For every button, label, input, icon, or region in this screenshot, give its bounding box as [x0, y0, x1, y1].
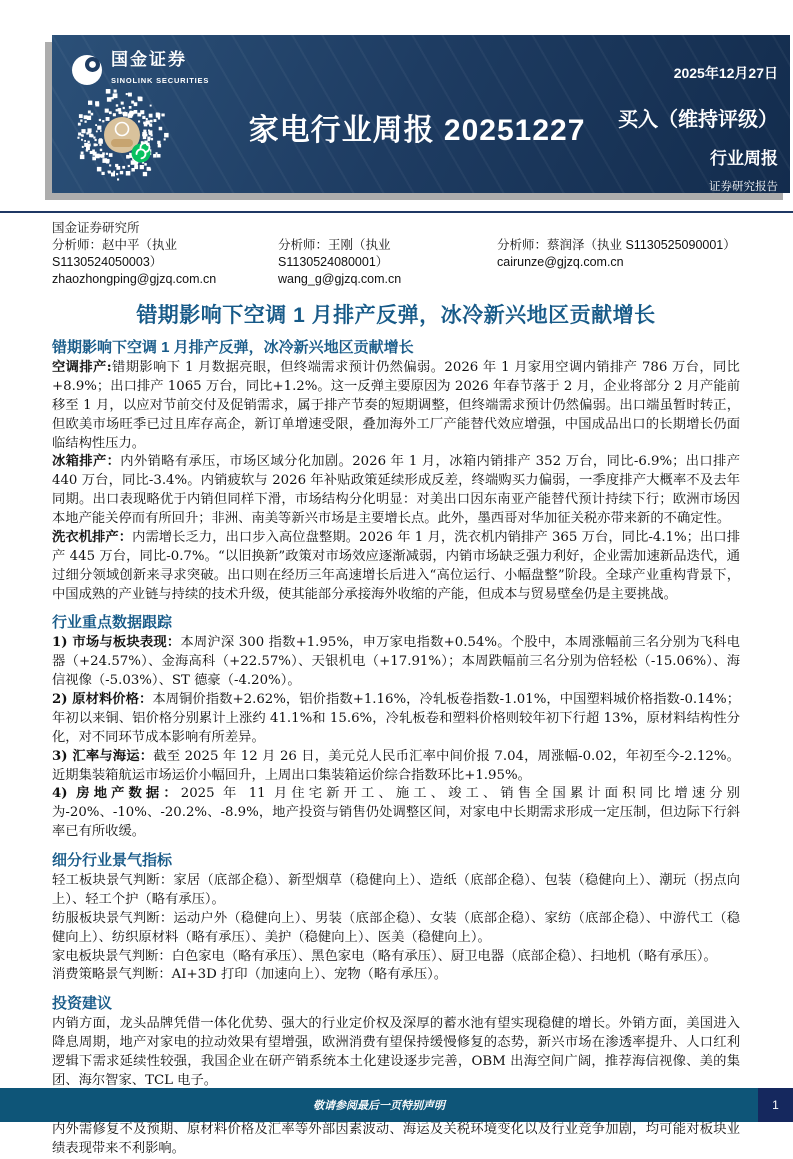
paragraph-text: 2025 年 11 月住宅新开工、施工、竣工、销售全国累计面积同比增速分别为-20%、-10%、-20.2%、-8.9%，地产投资与销售仍处调整区间，对家电中长期需求形成一定压制，但边际下行斜率已有所收缓。	[52, 786, 740, 840]
section-heading-investment-advice: 投资建议	[52, 995, 113, 1013]
paragraph-risk-warning	[52, 1121, 740, 1159]
report-main-title: 错期影响下空调 1 月排产反弹，冰冷新兴地区贡献增长	[136, 304, 656, 327]
sinolink-logo-icon	[70, 53, 104, 87]
paragraph-text: 内外销略有承压，市场区域分化加剧。2026 年 1 月，冰箱内销排产 352 万台，同比-6.9%；出口排产 440 万台，同比-3.4%。内销疲软与 2026 年补贴政策延续形成反差，终端购买力偏弱，一季度排产大概率不及去年同期。出口表现略优于内销但同样下滑，市场结构分化明显：对美出口因东南亚产能替代预计持续下行；欧洲市场因本地产能关停而有所回升；非洲、南美等新兴市场是主要增长点。此外，墨西哥对华加征关税亦带来新的不确定性。	[52, 454, 740, 526]
paragraph-fridge-production	[52, 453, 740, 529]
paragraph-light-industry	[52, 872, 740, 910]
analysts-row	[52, 237, 740, 288]
paragraph-lead: 2) 原材料价格：	[52, 692, 153, 707]
brand-name-en: SINOLINK SECURITIES	[111, 76, 210, 85]
wechat-qr-code	[74, 87, 170, 183]
paragraph-text: 内需增长乏力，出口步入高位盘整期。2026 年 1 月，洗衣机内销排产 365 万台，同比-4.1%；出口排产 445 万台，同比-0.7%。“以旧换新”政策对市场效应逐渐减弱，内销市场缺乏强力利好，企业需加速新品迭代，通过细分领域创新来寻求突破。出口则在经历三年高速增长后进入“高位运行、小幅盘整”阶段。全球产业重构背景下，中国成熟的产业链与持续的技术升级，使其能部分承接海外收缩的产能，但成本与贸易壁垒仍是主要挑战。	[52, 529, 741, 602]
header-divider	[0, 211, 793, 213]
paragraph-text: 本周沪深 300 指数+1.95%，申万家电指数+0.54%。个股中，本周涨幅前三名分别为飞科电器（+24.57%）、金海高科（+22.57%）、天银机电（+17.91%）；本周跌幅前三名分别为倍轻松（-15.06%）、海信视像（-5.03%）、ST 德豪（-4.20%）。	[52, 635, 740, 689]
paragraph-consumer-strategy	[52, 966, 740, 985]
paragraph-investment-advice	[52, 1015, 740, 1091]
report-type-label: 行业周报	[710, 149, 778, 168]
paragraph-real-estate	[52, 785, 740, 842]
report-date: 2025年12月27日	[673, 65, 778, 81]
paragraph-washer-production	[52, 529, 740, 605]
section-heading-subsector-indicators: 细分行业景气指标	[52, 852, 173, 869]
paragraph-text: 纺服板块景气判断：运动户外（稳健向上）、男装（底部企稳）、女装（底部企稳）、家纺（底部企稳）、中游代工（稳健向上）、纺织原材料（略有承压）、美护（稳健向上）、医美（稳健向上）。	[52, 910, 740, 945]
analyst-name-line: 分析师：王刚（执业 S1130524080001）	[278, 238, 391, 269]
paragraph-text: 本周铜价指数+2.62%，铝价指数+1.16%，冷轧板卷指数-1.01%，中国塑料城价格指数-0.14%；年初以来铜、铝价格分别累计上涨约 41.1%和 15.6%，冷轧板卷和塑料价格则较年初下行超 13%，原材料结构性分化，对不同环节成本影响有所差异。	[52, 692, 740, 745]
paragraph-lead: 洗衣机排产：	[52, 529, 133, 545]
footer-bar	[0, 1088, 758, 1122]
paragraph-text: 轻工板块景气判断：家居（底部企稳）、新型烟草（稳健向上）、造纸（底部企稳）、包装（稳健向上）、潮玩（拐点向上）、轻工个护（略有承压）。	[52, 873, 740, 907]
analyst-email: cairunze@gjzq.com.cn	[497, 255, 624, 269]
paragraph-lead: 冰箱排产：	[52, 454, 121, 470]
paragraph-market-performance	[52, 634, 740, 691]
report-category-label: 证券研究报告	[709, 181, 778, 193]
report-footer	[0, 1088, 793, 1122]
brand-name-cn: 国金证券	[111, 50, 187, 69]
section-heading-data-tracking: 行业重点数据跟踪	[52, 614, 173, 632]
paragraph-fx-shipping	[52, 748, 740, 786]
paragraph-textile-apparel	[52, 910, 740, 948]
header-right-block	[618, 103, 778, 194]
paragraph-text: 错期影响下 1 月数据亮眼，但终端需求预计仍然偏弱。2026 年 1 月家用空调内销排产 786 万台，同比+8.9%；出口排产 1065 万台，同比+1.2%。这一反弹主要原因为 2026 年春节落于 2 月，企业将部分 2 月产能前移至 1 月，以应对节前交付及促销需求，属于排产节奏的短期调整，但终端需求预计仍然偏弱。出口端虽暂时转正，但欧美市场旺季已过且库存高企，新订单增速受限，叠加海外工厂产能替代效应增强，中国成品出口的长期增长仍面临结构性压力。	[52, 360, 740, 451]
paragraph-lead: 空调排产:	[52, 360, 112, 375]
institute-label: 国金证券研究所	[52, 221, 140, 235]
paragraph-ac-production	[52, 359, 740, 453]
analyst-block	[278, 237, 497, 288]
paragraph-text: 截至 2025 年 12 月 26 日，美元兑人民币汇率中间价报 7.04，周涨幅-0.02，年初至今-2.12%。近期集装箱航运市场运价小幅回升，上周出口集装箱运价综合指数环比+1.95%。	[52, 748, 740, 783]
paragraph-raw-materials	[52, 691, 740, 748]
paragraph-text: 家电板块景气判断：白色家电（略有承压）、黑色家电（略有承压）、厨卫电器（底部企稳）、扫地机（略有承压）。	[52, 948, 717, 964]
paragraph-text: 内销方面，龙头品牌凭借一体化优势、强大的行业定价权及深厚的蓄水池有望实现稳健的增长。外销方面，美国进入降息周期，地产对家电的拉动效果有望增强，欧洲消费有望保持缓慢修复的态势，新兴市场在渗透率提升、人口红利逻辑下需求延续性较强，我国企业在研产销系统本土化建设逐步完善，OBM 出海空间广阔，推荐海信视像、美的集团、海尔智家、TCL 电子。	[52, 1016, 740, 1088]
page-number: 1	[758, 1088, 793, 1122]
analyst-email: wang_g@gjzq.com.cn	[278, 272, 402, 286]
analyst-block	[497, 237, 736, 288]
brand	[70, 51, 209, 88]
paragraph-text: 内外需修复不及预期、原材料价格及汇率等外部因素波动、海运及关税环境变化以及行业竞争加剧，均可能对板块业绩表现带来不利影响。	[52, 1121, 740, 1156]
paragraph-text: 消费策略景气判断：AI+3D 打印（加速向上）、宠物（略有承压）。	[52, 967, 448, 983]
analyst-name-line: 分析师：赵中平（执业 S1130524050003）	[52, 238, 178, 269]
paragraph-home-appliance	[52, 948, 740, 967]
report-title: 家电行业周报 20251227	[248, 114, 586, 147]
paragraph-lead: 1) 市场与板块表现：	[52, 635, 181, 651]
brand-text	[111, 51, 209, 88]
paragraph-lead: 4) 房地产数据：	[52, 786, 181, 802]
rating-badge: 买入（维持评级）	[618, 109, 778, 131]
analyst-block	[52, 237, 278, 288]
analyst-name-line: 分析师：蔡润泽（执业 S1130525090001）	[497, 238, 736, 252]
section-heading-production: 错期影响下空调 1 月排产反弹，冰冷新兴地区贡献增长	[52, 339, 414, 356]
footer-disclaimer: 敬请参阅最后一页特别声明	[313, 1099, 445, 1112]
analyst-email: zhaozhongping@gjzq.com.cn	[52, 272, 217, 286]
paragraph-lead: 3) 汇率与海运：	[52, 748, 154, 764]
report-header	[52, 35, 790, 193]
